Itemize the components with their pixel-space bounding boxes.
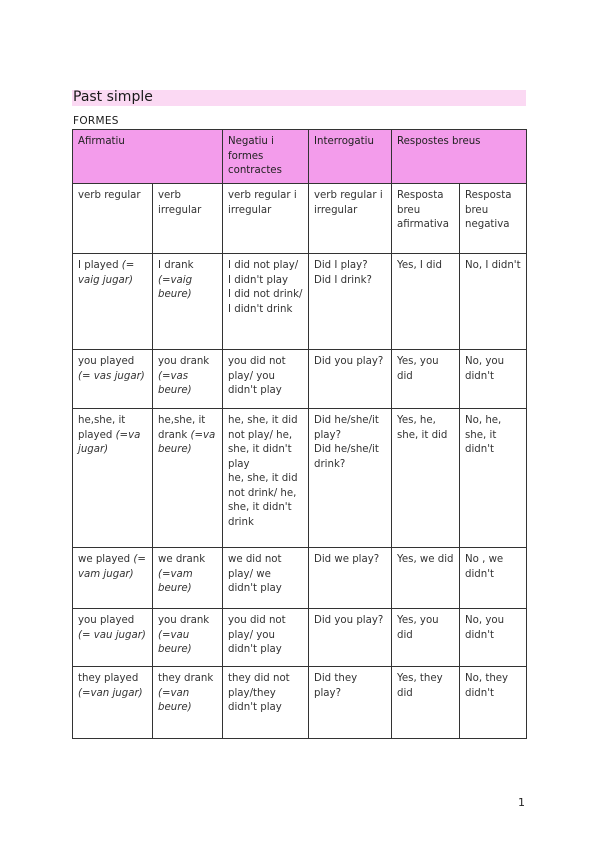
cell-negative: he, she, it did not play/ he, she, it didn't play he, she, it did not drink/ he, she, it didn't drink	[223, 409, 309, 548]
cell-question: Did you play?	[309, 609, 392, 667]
regular-form: they played	[78, 673, 139, 684]
cell-question: Did I play? Did I drink?	[309, 254, 392, 350]
cell-irregular	[153, 350, 223, 409]
cell-short-no: No, you didn't	[460, 609, 527, 667]
irregular-translation: (=vam beure)	[158, 568, 193, 594]
table-row	[73, 548, 527, 609]
cell-short-yes: Yes, I did	[392, 254, 460, 350]
cell-irregular	[153, 254, 223, 350]
regular-translation: (=van jugar)	[78, 687, 143, 699]
irregular-translation: (=va beure)	[158, 429, 216, 455]
cell-short-no: No, I didn't	[460, 254, 527, 350]
irregular-translation: (=vau beure)	[158, 629, 192, 655]
irregular-translation: (=vas beure)	[158, 370, 192, 396]
cell-regular	[73, 350, 153, 409]
header-afirmatiu: Afirmatiu	[73, 130, 223, 184]
past-simple-table	[72, 129, 527, 739]
page-number: 1	[518, 796, 525, 809]
cell-regular	[73, 667, 153, 739]
regular-form: you played	[78, 356, 135, 367]
cell-irregular	[153, 667, 223, 739]
subheader-interrogatiu: verb regular i irregular	[309, 184, 392, 254]
cell-irregular	[153, 609, 223, 667]
regular-form: he,she, it played	[78, 415, 126, 441]
table-row	[73, 409, 527, 548]
cell-short-no: No, you didn't	[460, 350, 527, 409]
header-row	[73, 130, 527, 184]
cell-negative: you did not play/ you didn't play	[223, 350, 309, 409]
cell-short-no: No, they didn't	[460, 667, 527, 739]
cell-regular	[73, 409, 153, 548]
regular-form: we played	[78, 554, 131, 565]
cell-irregular	[153, 409, 223, 548]
cell-question: Did he/she/it play? Did he/she/it drink?	[309, 409, 392, 548]
table-row	[73, 254, 527, 350]
cell-question: Did they play?	[309, 667, 392, 739]
cell-short-yes: Yes, he, she, it did	[392, 409, 460, 548]
regular-form: you played	[78, 615, 135, 626]
cell-negative: we did not play/ we didn't play	[223, 548, 309, 609]
cell-negative: you did not play/ you didn't play	[223, 609, 309, 667]
cell-regular	[73, 254, 153, 350]
irregular-translation: (=vaig beure)	[158, 274, 193, 300]
cell-negative: they did not play/they didn't play	[223, 667, 309, 739]
cell-question: Did we play?	[309, 548, 392, 609]
cell-regular	[73, 548, 153, 609]
table-row	[73, 609, 527, 667]
irregular-form: you drank	[158, 356, 210, 367]
cell-negative: I did not play/ I didn't play I did not drink/ I didn't drink	[223, 254, 309, 350]
cell-short-no: No , we didn't	[460, 548, 527, 609]
irregular-form: he,she, it drank	[158, 415, 206, 441]
subheader-row	[73, 184, 527, 254]
regular-translation: (= vaig jugar)	[78, 260, 135, 286]
irregular-translation: (=van beure)	[158, 687, 192, 713]
cell-short-no: No, he, she, it didn't	[460, 409, 527, 548]
subheader-negatiu: verb regular i irregular	[223, 184, 309, 254]
irregular-form: they drank	[158, 673, 214, 684]
header-interrogatiu: Interrogatiu	[309, 130, 392, 184]
subheader-resposta-negativa: Resposta breu negativa	[460, 184, 527, 254]
cell-short-yes: Yes, we did	[392, 548, 460, 609]
table-row	[73, 667, 527, 739]
header-negatiu: Negatiu i formes contractes	[223, 130, 309, 184]
irregular-form: I drank	[158, 260, 194, 271]
table-row	[73, 350, 527, 409]
cell-irregular	[153, 548, 223, 609]
cell-short-yes: Yes, they did	[392, 667, 460, 739]
subheader-verb-irregular: verb irregular	[153, 184, 223, 254]
regular-translation: (=va jugar)	[78, 429, 141, 455]
table-body	[73, 254, 527, 739]
header-respostes: Respostes breus	[392, 130, 527, 184]
regular-translation: (= vau jugar)	[78, 629, 146, 641]
cell-question: Did you play?	[309, 350, 392, 409]
irregular-form: you drank	[158, 615, 210, 626]
irregular-form: we drank	[158, 554, 206, 565]
page-title: Past simple	[73, 89, 153, 105]
cell-short-yes: Yes, you did	[392, 609, 460, 667]
subheader-verb-regular: verb regular	[73, 184, 153, 254]
cell-short-yes: Yes, you did	[392, 350, 460, 409]
regular-form: I played	[78, 260, 119, 271]
regular-translation: (= vas jugar)	[78, 370, 145, 382]
regular-translation: (= vam jugar)	[78, 554, 146, 580]
section-subtitle: FORMES	[73, 115, 119, 127]
subheader-resposta-afirmativa: Resposta breu afirmativa	[392, 184, 460, 254]
cell-regular	[73, 609, 153, 667]
